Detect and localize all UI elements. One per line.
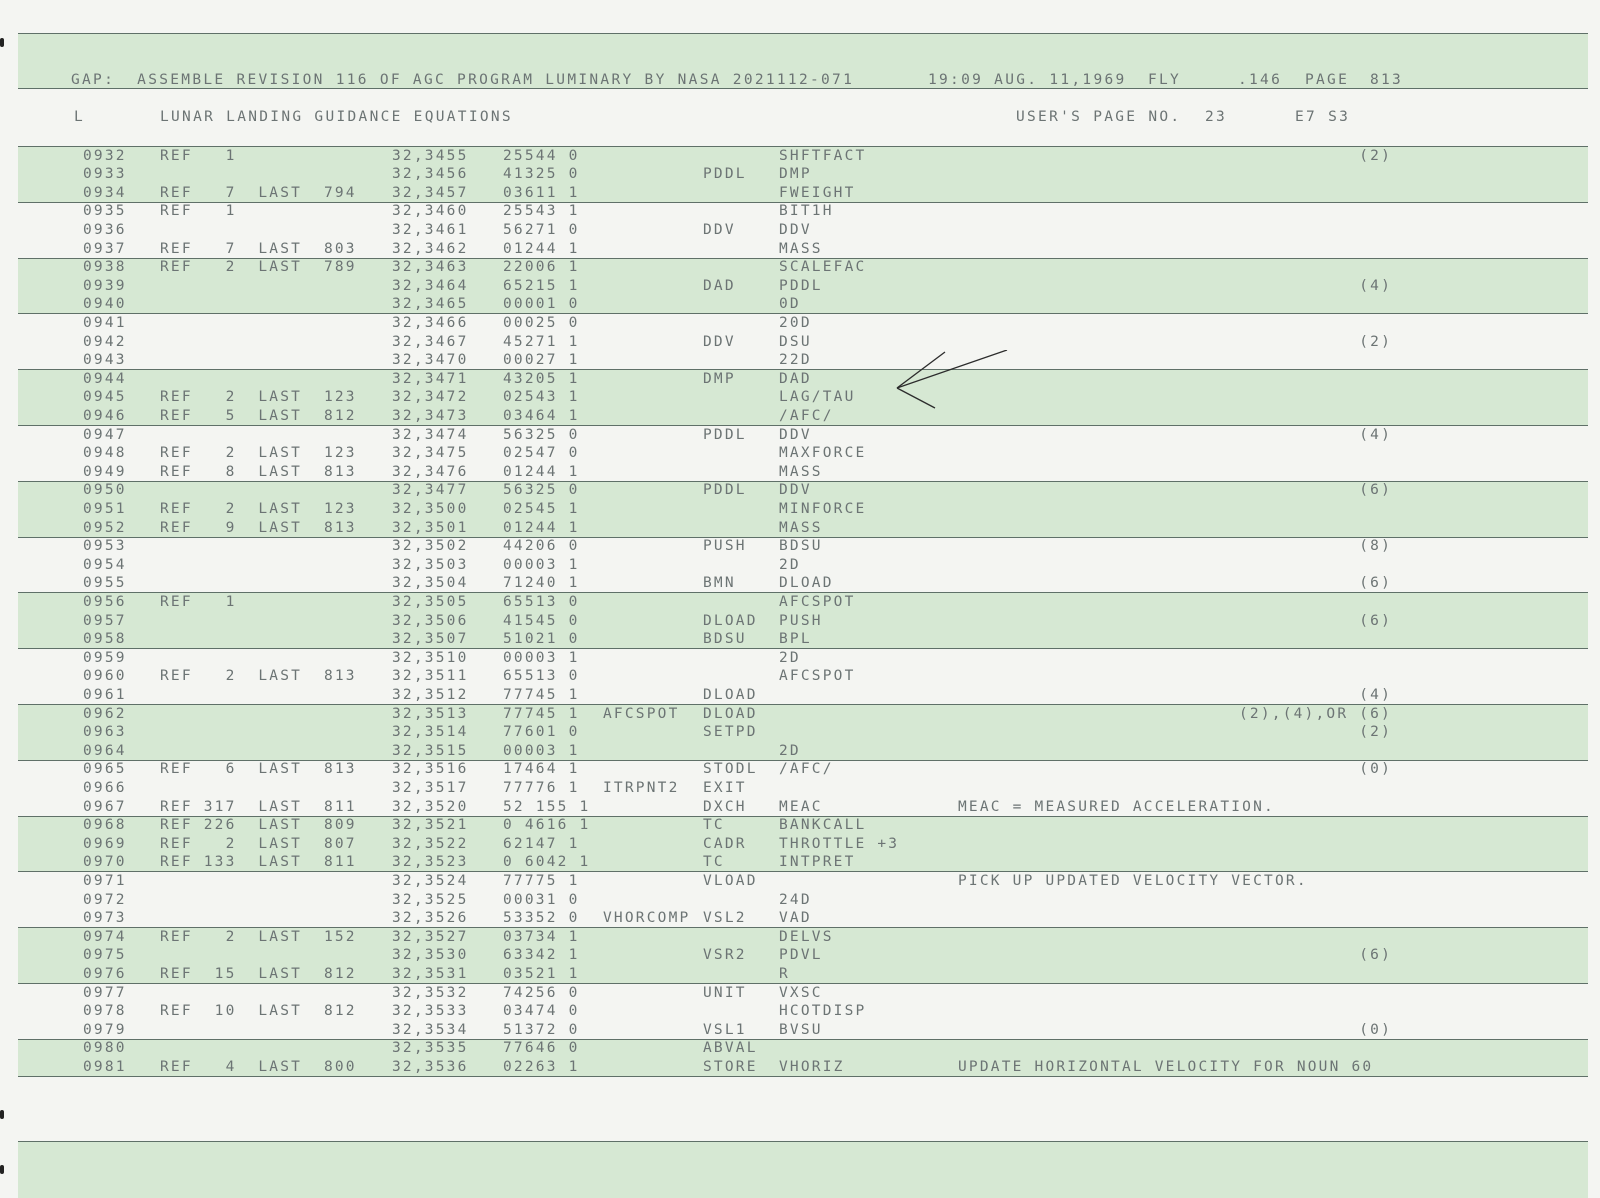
- listing-word: 02543 1: [503, 389, 580, 406]
- listing-word: 43205 1: [503, 370, 580, 387]
- listing-operand: MASS: [779, 240, 823, 257]
- listing-operand: PUSH: [779, 612, 823, 629]
- listing-line: 0963: [83, 724, 127, 741]
- listing-line: 0940: [83, 296, 127, 313]
- listing-addr: 32,3507: [392, 631, 469, 648]
- listing-addr: 32,3513: [392, 705, 469, 722]
- listing-addr: 32,3456: [392, 166, 469, 183]
- listing-word: 53352 0: [503, 910, 580, 927]
- listing-operand: AFCSPOT: [779, 593, 856, 610]
- listing-operand: THROTTLE +3: [779, 835, 900, 852]
- users-page-number: 23: [1205, 109, 1228, 125]
- listing-line: 0936: [83, 221, 127, 238]
- listing-line: 0967: [83, 798, 127, 815]
- listing-line: 0959: [83, 649, 127, 666]
- listing-word: 65215 1: [503, 277, 580, 294]
- listing-line: 0960: [83, 668, 127, 685]
- listing-ref: REF 8 LAST 813: [160, 463, 357, 480]
- listing-word: 0 4616 1: [503, 817, 591, 834]
- listing-line: 0965: [83, 761, 127, 778]
- listing-word: 00003 1: [503, 556, 580, 573]
- listing-word: 62147 1: [503, 835, 580, 852]
- listing-addr: 32,3500: [392, 500, 469, 517]
- listing-line: 0956: [83, 593, 127, 610]
- listing-line: 0941: [83, 314, 127, 331]
- listing-word: 56325 0: [503, 482, 580, 499]
- listing-operand: BANKCALL: [779, 817, 867, 834]
- listing-ref: REF 7 LAST 794: [160, 184, 357, 201]
- listing-line: 0944: [83, 370, 127, 387]
- listing-word: 03734 1: [503, 928, 580, 945]
- listing-addr: 32,3521: [392, 817, 469, 834]
- listing-op: PDDL: [703, 426, 747, 443]
- listing-line: 0934: [83, 184, 127, 201]
- listing-word: 51021 0: [503, 631, 580, 648]
- listing-word: 01244 1: [503, 240, 580, 257]
- listing-line: 0978: [83, 1003, 127, 1020]
- listing-operand: SHFTFACT: [779, 147, 867, 164]
- listing-line: 0933: [83, 166, 127, 183]
- listing-operand: DDV: [779, 221, 812, 238]
- listing-addr: 32,3460: [392, 203, 469, 220]
- listing-op: ABVAL: [703, 1040, 758, 1057]
- listing-note: (4): [1359, 426, 1392, 443]
- listing-word: 02545 1: [503, 500, 580, 517]
- listing-op: DXCH: [703, 798, 747, 815]
- listing-operand: VXSC: [779, 984, 823, 1001]
- listing-addr: 32,3510: [392, 649, 469, 666]
- listing-op: VSR2: [703, 947, 747, 964]
- listing-addr: 32,3514: [392, 724, 469, 741]
- listing-ref: REF 10 LAST 812: [160, 1003, 357, 1020]
- listing-addr: 32,3523: [392, 854, 469, 871]
- listing-addr: 32,3506: [392, 612, 469, 629]
- listing-ref: REF 133 LAST 811: [160, 854, 357, 871]
- listing-ref: REF 1: [160, 593, 237, 610]
- section-marker: L: [74, 109, 86, 125]
- listing-operand: MINFORCE: [779, 500, 867, 517]
- listing-ref: REF 2 LAST 123: [160, 389, 357, 406]
- binding-hole-mark: [0, 1165, 4, 1174]
- listing-word: 00025 0: [503, 314, 580, 331]
- listing-word: 00001 0: [503, 296, 580, 313]
- listing-operand: INTPRET: [779, 854, 856, 871]
- listing-line: 0958: [83, 631, 127, 648]
- listing-addr: 32,3502: [392, 538, 469, 555]
- listing-operand: 0D: [779, 296, 801, 313]
- listing-line: 0968: [83, 817, 127, 834]
- listing-note: (2): [1359, 147, 1392, 164]
- listing-line: 0974: [83, 928, 127, 945]
- listing-word: 65513 0: [503, 668, 580, 685]
- listing-addr: 32,3467: [392, 333, 469, 350]
- listing-word: 00027 1: [503, 352, 580, 369]
- bottom-band: [18, 1141, 1588, 1198]
- listing-ref: REF 4 LAST 800: [160, 1058, 357, 1075]
- listing-comment: PICK UP UPDATED VELOCITY VECTOR.: [958, 872, 1308, 889]
- listing-addr: 32,3471: [392, 370, 469, 387]
- listing-word: 77745 1: [503, 705, 580, 722]
- listing-word: 56271 0: [503, 221, 580, 238]
- listing-operand: 24D: [779, 891, 812, 908]
- binding-hole-mark: [0, 1110, 4, 1119]
- listing-ref: REF 6 LAST 813: [160, 761, 357, 778]
- listing-note: (4): [1359, 277, 1392, 294]
- listing-operand: DMP: [779, 166, 812, 183]
- listing-word: 03521 1: [503, 965, 580, 982]
- listing-word: 77745 1: [503, 686, 580, 703]
- listing-addr: 32,3512: [392, 686, 469, 703]
- listing-operand: MASS: [779, 519, 823, 536]
- listing-line: 0957: [83, 612, 127, 629]
- listing-addr: 32,3466: [392, 314, 469, 331]
- listing-line: 0981: [83, 1058, 127, 1075]
- listing-ref: REF 2 LAST 813: [160, 668, 357, 685]
- listing-operand: PDDL: [779, 277, 823, 294]
- listing-word: 52 155 1: [503, 798, 591, 815]
- listing-ref: REF 5 LAST 812: [160, 407, 357, 424]
- listing-addr: 32,3504: [392, 575, 469, 592]
- listing-operand: PDVL: [779, 947, 823, 964]
- listing-rule: [18, 1039, 1588, 1040]
- listing-ref: REF 226 LAST 809: [160, 817, 357, 834]
- listing-ref: REF 2 LAST 807: [160, 835, 357, 852]
- listing-line: 0948: [83, 445, 127, 462]
- listing-addr: 32,3474: [392, 426, 469, 443]
- listing-note: (2): [1359, 333, 1392, 350]
- listing-addr: 32,3501: [392, 519, 469, 536]
- listing-addr: 32,3525: [392, 891, 469, 908]
- listing-operand: 22D: [779, 352, 812, 369]
- listing-addr: 32,3455: [392, 147, 469, 164]
- listing-op: PDDL: [703, 482, 747, 499]
- assembly-line: GAP: ASSEMBLE REVISION 116 OF AGC PROGRAM LUMINARY BY NASA 2021112-071: [71, 72, 855, 88]
- listing-rule: [18, 1076, 1588, 1077]
- listing-op: DDV: [703, 221, 736, 238]
- listing-operand: AFCSPOT: [779, 668, 856, 685]
- listing-word: 41545 0: [503, 612, 580, 629]
- listing-ref: REF 317 LAST 811: [160, 798, 357, 815]
- listing-line: 0945: [83, 389, 127, 406]
- listing-word: 03474 0: [503, 1003, 580, 1020]
- listing-operand: LAG/TAU: [779, 389, 856, 406]
- listing-addr: 32,3533: [392, 1003, 469, 1020]
- counter: .146: [1238, 72, 1283, 88]
- listing-word: 77646 0: [503, 1040, 580, 1057]
- listing-word: 65513 0: [503, 593, 580, 610]
- listing-operand: BPL: [779, 631, 812, 648]
- listing-word: 77775 1: [503, 872, 580, 889]
- listing-op: VSL1: [703, 1021, 747, 1038]
- listing-operand: MEAC: [779, 798, 823, 815]
- listing-line: 0966: [83, 779, 127, 796]
- listing-op: DDV: [703, 333, 736, 350]
- listing-word: 0 6042 1: [503, 854, 591, 871]
- listing-operand: R: [779, 965, 790, 982]
- listing-line: 0972: [83, 891, 127, 908]
- listing-word: 00003 1: [503, 649, 580, 666]
- listing-operand: BVSU: [779, 1021, 823, 1038]
- listing-ref: REF 7 LAST 803: [160, 240, 357, 257]
- listing-word: 00031 0: [503, 891, 580, 908]
- listing-op: UNIT: [703, 984, 747, 1001]
- listing-rule: [18, 871, 1588, 872]
- listing-line: 0951: [83, 500, 127, 517]
- listing-line: 0952: [83, 519, 127, 536]
- listing-addr: 32,3465: [392, 296, 469, 313]
- listing-line: 0935: [83, 203, 127, 220]
- handwritten-arrow-icon: [895, 350, 1010, 415]
- listing-line: 0970: [83, 854, 127, 871]
- listing-line: 0942: [83, 333, 127, 350]
- binding-hole-mark: [0, 38, 4, 47]
- listing-ref: REF 2 LAST 123: [160, 500, 357, 517]
- listing-word: 63342 1: [503, 947, 580, 964]
- listing-operand: DDV: [779, 482, 812, 499]
- listing-operand: BDSU: [779, 538, 823, 555]
- listing-line: 0964: [83, 742, 127, 759]
- listing-label: VHORCOMP: [603, 910, 691, 927]
- listing-addr: 32,3516: [392, 761, 469, 778]
- listing-operand: DLOAD: [779, 575, 834, 592]
- listing-addr: 32,3520: [392, 798, 469, 815]
- listing-op: TC: [703, 817, 725, 834]
- listing-op: STODL: [703, 761, 758, 778]
- listing-line: 0955: [83, 575, 127, 592]
- listing-addr: 32,3470: [392, 352, 469, 369]
- listing-operand: DELVS: [779, 928, 834, 945]
- listing-line: 0939: [83, 277, 127, 294]
- listing-note: (6): [1359, 482, 1392, 499]
- listing-line: 0969: [83, 835, 127, 852]
- listing-word: 77601 0: [503, 724, 580, 741]
- listing-ref: REF 2 LAST 789: [160, 259, 357, 276]
- listing-word: 44206 0: [503, 538, 580, 555]
- listing-line: 0979: [83, 1021, 127, 1038]
- listing-operand: DDV: [779, 426, 812, 443]
- listing-op: PUSH: [703, 538, 747, 555]
- listing-line: 0946: [83, 407, 127, 424]
- listing-op: VLOAD: [703, 872, 758, 889]
- listing-op: DLOAD: [703, 612, 758, 629]
- listing-note: (0): [1359, 1021, 1392, 1038]
- listing-addr: 32,3463: [392, 259, 469, 276]
- listing-addr: 32,3472: [392, 389, 469, 406]
- listing-addr: 32,3535: [392, 1040, 469, 1057]
- listing-addr: 32,3505: [392, 593, 469, 610]
- page-number: 813: [1370, 72, 1404, 88]
- listing-op: TC: [703, 854, 725, 871]
- bottom-band-rule: [18, 1141, 1588, 1142]
- listing-comment: UPDATE HORIZONTAL VELOCITY FOR NOUN 60: [958, 1058, 1374, 1075]
- listing-operand: /AFC/: [779, 407, 834, 424]
- users-page-label: USER'S PAGE NO.: [1016, 109, 1182, 125]
- listing-op: CADR: [703, 835, 747, 852]
- listing-addr: 32,3531: [392, 965, 469, 982]
- listing-note: (8): [1359, 538, 1392, 555]
- listing-note: (2): [1359, 724, 1392, 741]
- listing-addr: 32,3461: [392, 221, 469, 238]
- listing-word: 25543 1: [503, 203, 580, 220]
- listing-addr: 32,3530: [392, 947, 469, 964]
- listing-line: 0953: [83, 538, 127, 555]
- listing-addr: 32,3517: [392, 779, 469, 796]
- listing-word: 03611 1: [503, 184, 580, 201]
- listing-line: 0977: [83, 984, 127, 1001]
- listing-addr: 32,3515: [392, 742, 469, 759]
- listing-line: 0961: [83, 686, 127, 703]
- listing-word: 25544 0: [503, 147, 580, 164]
- listing-line: 0954: [83, 556, 127, 573]
- listing-addr: 32,3536: [392, 1058, 469, 1075]
- listing-addr: 32,3527: [392, 928, 469, 945]
- listing-word: 51372 0: [503, 1021, 580, 1038]
- listing-addr: 32,3532: [392, 984, 469, 1001]
- listing-word: 02263 1: [503, 1058, 580, 1075]
- listing-line: 0932: [83, 147, 127, 164]
- listing-word: 02547 0: [503, 445, 580, 462]
- listing-addr: 32,3524: [392, 872, 469, 889]
- listing-word: 01244 1: [503, 463, 580, 480]
- header-rule-top: [18, 33, 1588, 34]
- listing-line: 0975: [83, 947, 127, 964]
- listing-rule: [18, 648, 1588, 649]
- listing-word: 45271 1: [503, 333, 580, 350]
- listing-operand: 2D: [779, 556, 801, 573]
- listing-operand: DSU: [779, 333, 812, 350]
- listing-op: STORE: [703, 1058, 758, 1075]
- listing-word: 71240 1: [503, 575, 580, 592]
- listing-operand: 2D: [779, 742, 801, 759]
- listing-operand: MAXFORCE: [779, 445, 867, 462]
- listing-operand: VHORIZ: [779, 1058, 845, 1075]
- listing-addr: 32,3511: [392, 668, 469, 685]
- listing-addr: 32,3457: [392, 184, 469, 201]
- listing-line: 0949: [83, 463, 127, 480]
- listing-op: BDSU: [703, 631, 747, 648]
- listing-note: (4): [1359, 686, 1392, 703]
- listing-addr: 32,3473: [392, 407, 469, 424]
- listing-operand: HCOTDISP: [779, 1003, 867, 1020]
- listing-word: 00003 1: [503, 742, 580, 759]
- listing-op: PDDL: [703, 166, 747, 183]
- listing-addr: 32,3534: [392, 1021, 469, 1038]
- listing-comment: MEAC = MEASURED ACCELERATION.: [958, 798, 1275, 815]
- timestamp: 19:09 AUG. 11,1969: [928, 72, 1127, 88]
- listing-ref: REF 9 LAST 813: [160, 519, 357, 536]
- listing-ref: REF 1: [160, 147, 237, 164]
- listing-word: 17464 1: [503, 761, 580, 778]
- listing-note: (6): [1359, 575, 1392, 592]
- listing-word: 01244 1: [503, 519, 580, 536]
- listing-line: 0971: [83, 872, 127, 889]
- listing-word: 03464 1: [503, 407, 580, 424]
- listing-addr: 32,3464: [392, 277, 469, 294]
- listing-operand: 20D: [779, 314, 812, 331]
- listing-operand: VAD: [779, 910, 812, 927]
- listing-op: SETPD: [703, 724, 758, 741]
- listing-addr: 32,3476: [392, 463, 469, 480]
- listing-line: 0973: [83, 910, 127, 927]
- listing-line: 0962: [83, 705, 127, 722]
- listing-op: EXIT: [703, 779, 747, 796]
- listing-word: 77776 1: [503, 779, 580, 796]
- listing-note: (2),(4),OR (6): [1238, 705, 1392, 722]
- listing-note: (0): [1359, 761, 1392, 778]
- listing-operand: FWEIGHT: [779, 184, 856, 201]
- listing-ref: REF 15 LAST 812: [160, 965, 357, 982]
- listing-line: 0937: [83, 240, 127, 257]
- listing-op: DLOAD: [703, 686, 758, 703]
- listing-op: DMP: [703, 370, 736, 387]
- listing-line: 0976: [83, 965, 127, 982]
- listing-word: 74256 0: [503, 984, 580, 1001]
- section-code: E7 S3: [1295, 109, 1351, 125]
- listing-addr: 32,3462: [392, 240, 469, 257]
- listing-note: (6): [1359, 612, 1392, 629]
- listing-word: 22006 1: [503, 259, 580, 276]
- listing-ref: REF 2 LAST 123: [160, 445, 357, 462]
- listing-operand: SCALEFAC: [779, 259, 867, 276]
- section-title: LUNAR LANDING GUIDANCE EQUATIONS: [160, 109, 513, 125]
- listing-op: BMN: [703, 575, 736, 592]
- listing-line: 0980: [83, 1040, 127, 1057]
- listing-operand: DAD: [779, 370, 812, 387]
- listing-ref: REF 1: [160, 203, 237, 220]
- listing-note: (6): [1359, 947, 1392, 964]
- listing-operand: MASS: [779, 463, 823, 480]
- mode-label: FLY: [1148, 72, 1182, 88]
- listing-word: 56325 0: [503, 426, 580, 443]
- listing-operand: BIT1H: [779, 203, 834, 220]
- listing-op: DLOAD: [703, 705, 758, 722]
- listing-line: 0943: [83, 352, 127, 369]
- listing-label: AFCSPOT: [603, 705, 680, 722]
- listing-addr: 32,3526: [392, 910, 469, 927]
- listing-ref: REF 2 LAST 152: [160, 928, 357, 945]
- page-label: PAGE: [1305, 72, 1350, 88]
- listing-op: DAD: [703, 277, 736, 294]
- listing-addr: 32,3522: [392, 835, 469, 852]
- listing-addr: 32,3477: [392, 482, 469, 499]
- listing-word: 41325 0: [503, 166, 580, 183]
- listing-addr: 32,3475: [392, 445, 469, 462]
- listing-label: ITRPNT2: [603, 779, 680, 796]
- listing-operand: 2D: [779, 649, 801, 666]
- listing-line: 0938: [83, 259, 127, 276]
- listing-operand: /AFC/: [779, 761, 834, 778]
- listing-line: 0950: [83, 482, 127, 499]
- listing-line: 0947: [83, 426, 127, 443]
- listing-op: VSL2: [703, 910, 747, 927]
- listing-addr: 32,3503: [392, 556, 469, 573]
